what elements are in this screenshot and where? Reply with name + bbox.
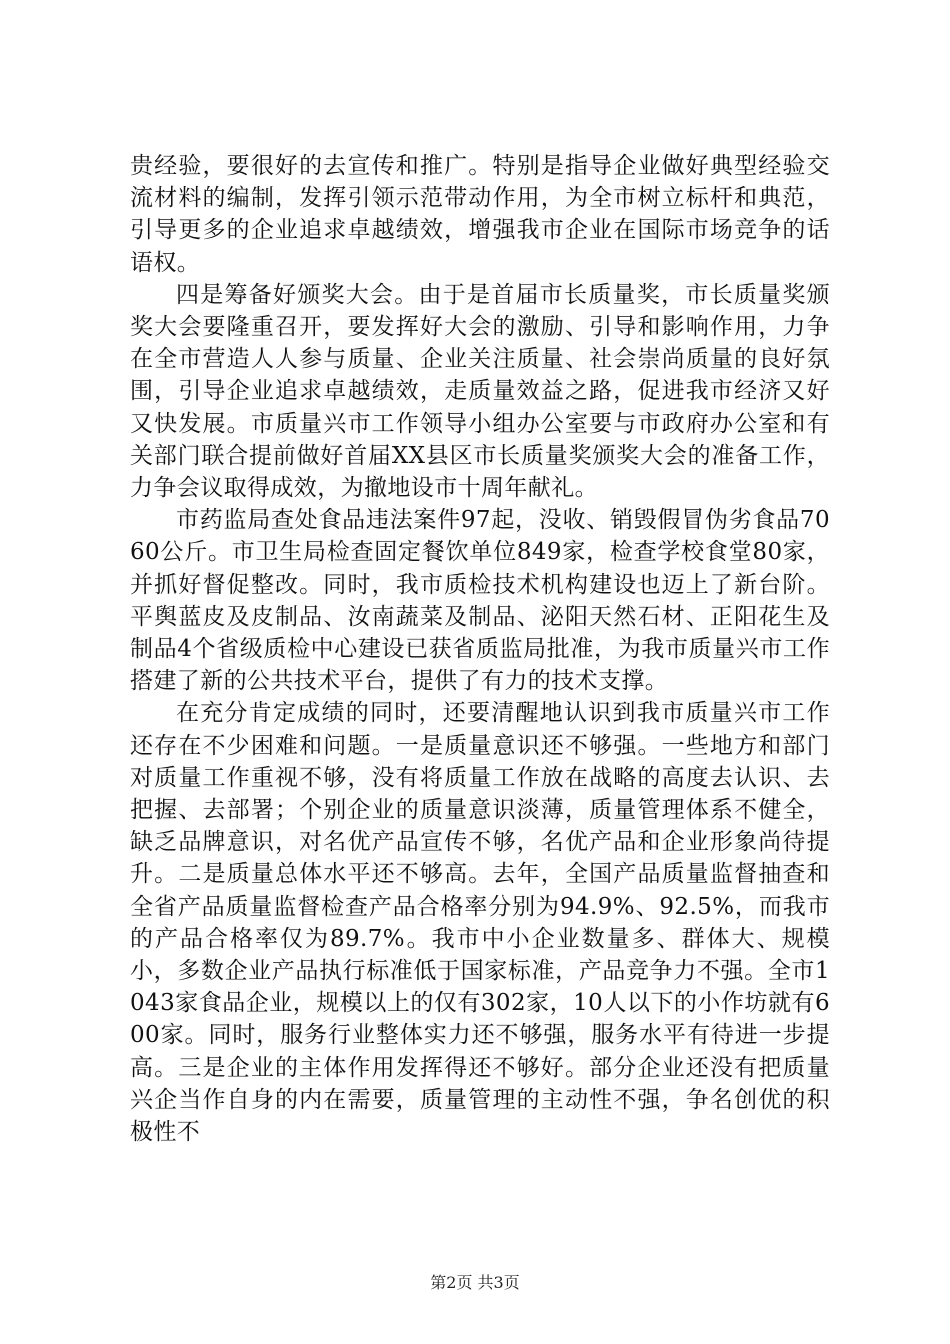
paragraph-3: 市药监局查处食品违法案件97起，没收、销毁假冒伪劣食品7060公斤。市卫生局检查固定餐饮单位849家，检查学校食堂80家，并抓好督促整改。同时，我市质检技术机构建设也迈上了新台阶。平舆蓝皮及皮制品、汝南蔬菜及制品、泌阳天然石材、正阳花生及制品4个省级质检中心建设已获省质监局批准，为我市质量兴市工作搭建了新的公共技术平台，提供了有力的技术支撑。: [130, 507, 830, 695]
document-body: [130, 150, 830, 1148]
paragraph-2: 四是筹备好颁奖大会。由于是首届市长质量奖，市长质量奖颁奖大会要隆重召开，要发挥好大会的激励、引导和影响作用，力争在全市营造人人参与质量、企业关注质量、社会崇尚质量的良好氛围，引导企业追求卓越绩效，走质量效益之路，促进我市经济又好又快发展。市质量兴市工作领导小组办公室要与市政府办公室和有关部门联合提前做好首届XX县区市长质量奖颁奖大会的准备工作，力争会议取得成效，为撤地设市十周年献礼。: [130, 281, 830, 502]
paragraph-1: 贵经验，要很好的去宣传和推广。特别是指导企业做好典型经验交流材料的编制，发挥引领示范带动作用，为全市树立标杆和典范，引导更多的企业追求卓越绩效，增强我市企业在国际市场竞争的话语权。: [130, 153, 830, 276]
paragraph-4: 在充分肯定成绩的同时，还要清醒地认识到我市质量兴市工作还存在不少困难和问题。一是质量意识还不够强。一些地方和部门对质量工作重视不够，没有将质量工作放在战略的高度去认识、去把握、去部署；个别企业的质量意识淡薄，质量管理体系不健全，缺乏品牌意识，对名优产品宣传不够，名优产品和企业形象尚待提升。二是质量总体水平还不够高。去年，全国产品质量监督抽查和全省产品质量监督检查产品合格率分别为94.9%、92.5%，而我市的产品合格率仅为89.7%。我市中小企业数量多、群体大、规模小，多数企业产品执行标准低于国家标准，产品竞争力不强。全市1043家食品企业，规模以上的仅有302家，10人以下的小作坊就有600家。同时，服务行业整体实力还不够强，服务水平有待进一步提高。三是企业的主体作用发挥得还不够好。部分企业还没有把质量兴企当作自身的内在需要，质量管理的主动性不强，争名创优的积极性不: [130, 700, 830, 1146]
page-number-footer: 第2页 共3页: [430, 1273, 520, 1292]
